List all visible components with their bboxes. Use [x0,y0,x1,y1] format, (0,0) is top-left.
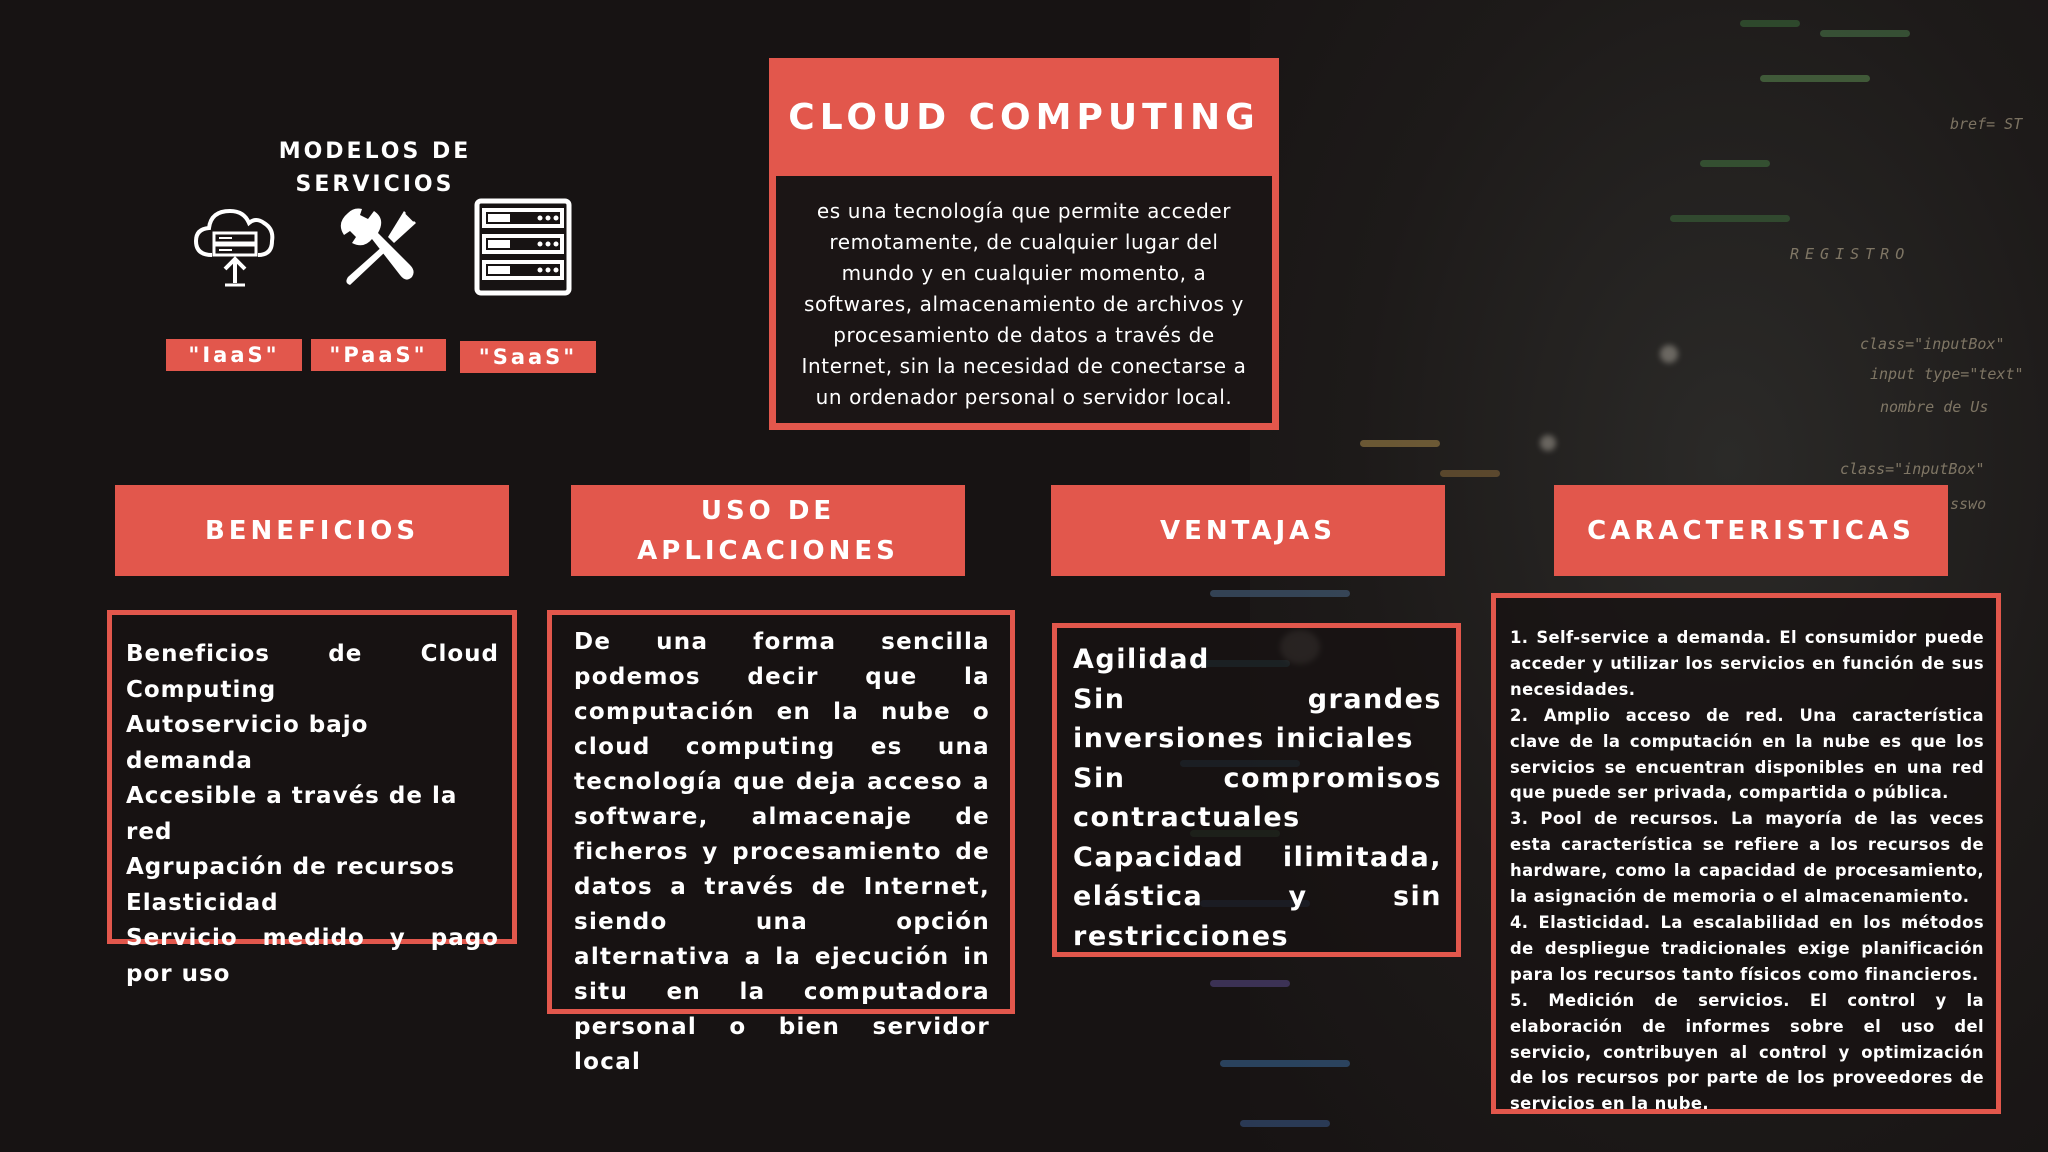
ventajas-header: VENTAJAS [1051,485,1445,576]
code-snippet: sswo [1950,495,1987,513]
uso-aplicaciones-box [547,610,1015,1075]
ventajas-item: Agilidad [1073,644,1210,675]
code-snippet: input type="text" [1870,365,2024,383]
beneficios-item: Servicio medido y pago por uso [126,925,499,987]
cloud-computing-title: CLOUD COMPUTING [769,58,1279,176]
uso-aplicaciones-header: USO DE APLICACIONES [571,485,965,576]
code-snippet: nombre de Us [1880,398,1989,416]
beneficios-box [107,610,517,987]
code-snippet: bref= ST [1950,115,2023,133]
beneficios-item: Elasticidad [126,889,279,916]
cloud-computing-description: es una tecnología que permite acceder remotamente, de cualquier lugar del mundo y en cualquier momento, a softwares, almacenamiento de archivos y procesamiento de datos a través de Internet, sin la necesidad de conectarse a un ordenador personal o servidor local. [769,176,1279,430]
beneficios-item: Agrupación de recursos [126,854,456,880]
cloud-server-icon [192,203,278,291]
ventajas-box [1052,623,1461,957]
code-snippet: REGISTRO [1790,245,1911,263]
caracteristicas-item: 2. Amplio acceso de red. Una característica clave de la computación en la nube es que los servicios se encuentran disponibles en una red que puede ser privada, compartida o pública. [1510,705,1984,803]
beneficios-header: BENEFICIOS [115,485,509,576]
server-rack-icon [474,198,572,300]
paas-tag: "PaaS" [311,339,446,371]
code-snippet: class="inputBox" [1840,460,1985,478]
beneficios-item: Beneficios de Cloud Computing [126,641,499,703]
caracteristicas-item: 4. Elasticidad. La escalabilidad en los métodos de despliegue tradicionales exige planificación para los recursos tanto físicos como financieros. [1510,912,1984,984]
ventajas-item: Capacidad ilimitada, elástica y sin restricciones [1073,841,1442,952]
ventajas-item: Sin compromisos contractuales [1073,762,1442,833]
caracteristicas-item: 5. Medición de servicios. El control y la elaboración de informes sobre el uso del servicio, contribuyen al control y optimización de los recursos por parte de los proveedores de servicios en la nube. [1510,990,1984,1114]
models-title: MODELOS DE SERVICIOS [278,139,472,197]
tools-icon [334,205,420,291]
caracteristicas-box [1491,593,2001,1114]
uso-aplicaciones-text: De una forma sencilla podemos decir que la computación en la nube o cloud computing es una tecnología que deja acceso a software, almacenaje de ficheros y procesamiento de datos a través de Internet, siendo una opción alternativa a la ejecución in situ en la computadora personal o bien servidor local [574,629,990,1075]
caracteristicas-item: 3. Pool de recursos. La mayoría de las veces esta característica se refiere a los recursos de hardware, como la capacidad de procesamiento, la asignación de memoria o el almacenamiento. [1510,809,1984,907]
iaas-tag: "IaaS" [166,339,302,371]
caracteristicas-item: 1. Self-service a demanda. El consumidor puede acceder y utilizar los servicios en función de sus necesidades. [1510,628,1984,699]
caracteristicas-header: CARACTERISTICAS [1554,485,1948,576]
code-snippet: class="inputBox" [1860,335,2005,353]
beneficios-item: Autoservicio bajo demanda [126,712,369,774]
ventajas-item: Sin grandes inversiones iniciales [1073,683,1442,754]
beneficios-item: Accesible a través de la red [126,783,458,845]
saas-tag: "SaaS" [460,341,596,373]
